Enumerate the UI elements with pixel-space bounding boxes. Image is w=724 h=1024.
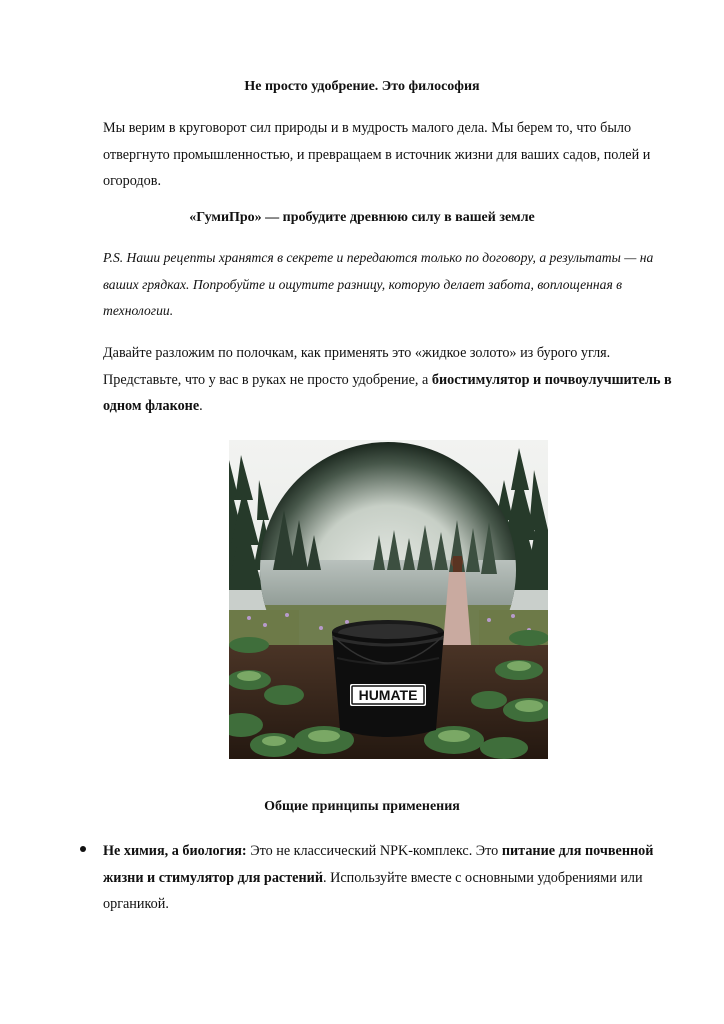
illustration-svg <box>229 440 548 759</box>
bucket-label: HUMATE <box>358 687 418 703</box>
bullet-lead: Не химия, а биология: <box>103 843 247 859</box>
explain-bold: биостимулятор и почвоулучшитель в одном флаконе <box>103 371 672 414</box>
bullet-marker <box>80 846 86 852</box>
section-title: Общие принципы применения <box>264 799 460 814</box>
humate-bucket <box>332 620 444 737</box>
ps-paragraph: P.S. Наши рецепты хранятся в секрете и передаются только по договору, а результаты — на ваших грядках. Попробуйте и ощутите разницу, которую делает забота, воплощенная в технологии. <box>103 250 654 318</box>
page-title: Не просто удобрение. Это философия <box>244 79 480 94</box>
explain-text-1: Давайте разложим по полочкам, как применять это «жидкое золото» из бурого угля. Представьте, что у вас в руках не просто удобрение, а <box>103 345 611 388</box>
slogan-heading: «ГумиПро» — пробудите древнюю силу в вашей земле <box>189 210 535 225</box>
explain-text-2: . <box>199 398 203 414</box>
bullet-text-2: . Используйте вместе с основными удобрениями или органикой. <box>103 869 643 912</box>
explain-paragraph <box>103 340 678 420</box>
bullet-bold: питание для почвенной жизни и стимулятор для растений <box>103 843 654 886</box>
humate-illustration <box>229 440 548 759</box>
intro-paragraph: Мы верим в круговорот сил природы и в мудрость малого дела. Мы берем то, что было отвергнуто промышленностью, и превращаем в источник жизни для ваших садов, полей и огородов. <box>103 120 651 189</box>
bullet-text-1: Это не классический NPK-комплекс. Это <box>246 843 502 859</box>
list-item <box>103 838 678 918</box>
